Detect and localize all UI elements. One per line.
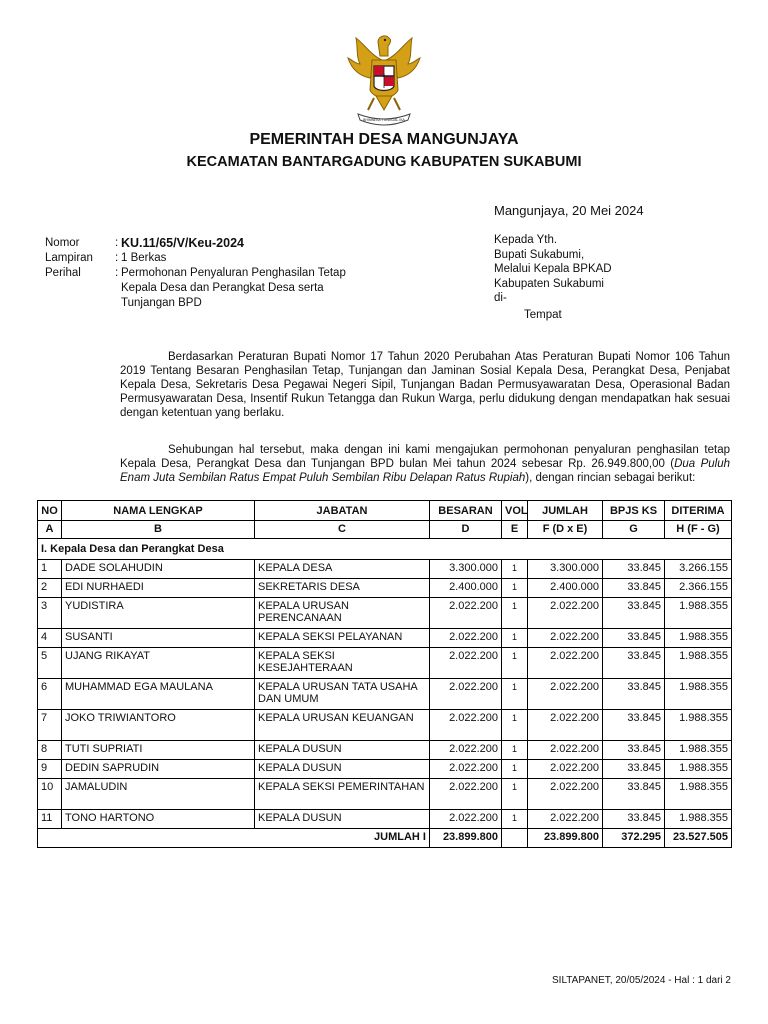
- cell-nama: JAMALUDIN: [62, 779, 255, 810]
- cell-no: 11: [38, 810, 62, 829]
- table-row: [38, 760, 732, 779]
- table-header-row: [38, 501, 732, 521]
- letter-cell: D: [430, 521, 502, 539]
- cell-besaran: 2.022.200: [430, 598, 502, 629]
- total-besaran: 23.899.800: [430, 829, 502, 848]
- garuda-emblem-icon: [334, 30, 434, 130]
- page-footer: SILTAPANET, 20/05/2024 - Hal : 1 dari 2: [552, 975, 731, 986]
- cell-bpjs: 33.845: [603, 760, 665, 779]
- cell-nama: TONO HARTONO: [62, 810, 255, 829]
- cell-nama: JOKO TRIWIANTORO: [62, 710, 255, 741]
- header-no: NO: [38, 501, 62, 521]
- place-date: Mangunjaya, 20 Mei 2024: [494, 203, 644, 218]
- total-jumlah: 23.899.800: [528, 829, 603, 848]
- letter-cell: F (D x E): [528, 521, 603, 539]
- cell-vol: 1: [502, 598, 528, 629]
- nomor-label: Nomor: [45, 237, 80, 249]
- cell-vol: 1: [502, 760, 528, 779]
- cell-bpjs: 33.845: [603, 579, 665, 598]
- address-line: di-: [494, 292, 507, 304]
- perihal-row: [45, 266, 381, 311]
- cell-vol: 1: [502, 779, 528, 810]
- cell-no: 8: [38, 741, 62, 760]
- section-row: [38, 539, 732, 560]
- salary-table: [37, 500, 732, 848]
- cell-bpjs: 33.845: [603, 779, 665, 810]
- cell-jabatan: KEPALA DESA: [255, 560, 430, 579]
- cell-nama: TUTI SUPRIATI: [62, 741, 255, 760]
- cell-besaran: 2.022.200: [430, 679, 502, 710]
- cell-jabatan: KEPALA DUSUN: [255, 760, 430, 779]
- cell-nama: SUSANTI: [62, 629, 255, 648]
- letter-meta: [45, 236, 381, 311]
- table-row: [38, 710, 732, 741]
- paragraph-2-amount-words: Dua Puluh Enam Juta Sembilan Ratus Empat Puluh Sembilan Ribu Delapan Ratus Rupiah: [120, 458, 730, 484]
- header-diterima: DITERIMA: [665, 501, 732, 521]
- cell-jumlah: 2.022.200: [528, 760, 603, 779]
- cell-jabatan: KEPALA URUSAN PERENCANAAN: [255, 598, 430, 629]
- lampiran-value: 1 Berkas: [121, 252, 167, 264]
- paragraph-2-pre: Sehubungan hal tersebut, maka dengan ini kami mengajukan permohonan penyaluran penghasilan tetap Kepala Desa, Perangkat Desa dan Tunjangan BPD bulan Mei tahun 2024 sebesar Rp. 26.949.800,00 (: [120, 444, 730, 470]
- total-row: [38, 829, 732, 848]
- letter-cell: H (F - G): [665, 521, 732, 539]
- cell-jumlah: 2.400.000: [528, 579, 603, 598]
- cell-jumlah: 2.022.200: [528, 648, 603, 679]
- cell-besaran: 2.022.200: [430, 810, 502, 829]
- lampiran-row: [45, 251, 381, 266]
- header-jumlah: JUMLAH: [528, 501, 603, 521]
- cell-no: 4: [38, 629, 62, 648]
- cell-no: 10: [38, 779, 62, 810]
- cell-no: 6: [38, 679, 62, 710]
- section-title: I. Kepala Desa dan Perangkat Desa: [38, 539, 732, 560]
- cell-no: 1: [38, 560, 62, 579]
- cell-vol: 1: [502, 579, 528, 598]
- lampiran-label: Lampiran: [45, 252, 93, 264]
- cell-jabatan: KEPALA URUSAN TATA USAHA DAN UMUM: [255, 679, 430, 710]
- cell-bpjs: 33.845: [603, 710, 665, 741]
- address-line: Melalui Kepala BPKAD: [494, 263, 612, 275]
- cell-bpjs: 33.845: [603, 629, 665, 648]
- cell-besaran: 2.022.200: [430, 648, 502, 679]
- cell-jumlah: 2.022.200: [528, 598, 603, 629]
- table-row: [38, 598, 732, 629]
- page-subtitle: KECAMATAN BANTARGADUNG KABUPATEN SUKABUMI: [186, 154, 582, 170]
- body-paragraph-1: [120, 350, 730, 420]
- cell-diterima: 1.988.355: [665, 679, 732, 710]
- page-title: PEMERINTAH DESA MANGUNJAYA: [249, 131, 519, 148]
- cell-no: 7: [38, 710, 62, 741]
- cell-diterima: 1.988.355: [665, 779, 732, 810]
- total-bpjs: 372.295: [603, 829, 665, 848]
- cell-jumlah: 2.022.200: [528, 741, 603, 760]
- cell-jabatan: KEPALA DUSUN: [255, 810, 430, 829]
- cell-bpjs: 33.845: [603, 741, 665, 760]
- cell-besaran: 2.022.200: [430, 741, 502, 760]
- cell-jumlah: 2.022.200: [528, 810, 603, 829]
- cell-no: 5: [38, 648, 62, 679]
- cell-jabatan: KEPALA SEKSI KESEJAHTERAAN: [255, 648, 430, 679]
- nomor-value: KU.11/65/V/Keu-2024: [121, 236, 244, 250]
- cell-jabatan: KEPALA URUSAN KEUANGAN: [255, 710, 430, 741]
- header-jabatan: JABATAN: [255, 501, 430, 521]
- letter-cell: E: [502, 521, 528, 539]
- address-line: Tempat: [524, 308, 562, 321]
- cell-besaran: 2.022.200: [430, 779, 502, 810]
- cell-vol: 1: [502, 629, 528, 648]
- cell-diterima: 1.988.355: [665, 710, 732, 741]
- cell-diterima: 3.266.155: [665, 560, 732, 579]
- cell-diterima: 1.988.355: [665, 760, 732, 779]
- header-besaran: BESARAN: [430, 501, 502, 521]
- cell-jabatan: KEPALA DUSUN: [255, 741, 430, 760]
- cell-jabatan: SEKRETARIS DESA: [255, 579, 430, 598]
- letter-cell: A: [38, 521, 62, 539]
- perihal-label: Perihal: [45, 267, 81, 279]
- paragraph-1-text: Berdasarkan Peraturan Bupati Nomor 17 Tahun 2020 Perubahan Atas Peraturan Bupati Nomor 106 Tahun 2019 Tentang Besaran Penghasilan Tetap, Tunjangan dan Jaminan Sosial Kepala Desa, Perangkat Desa, Penjabat Kepala Desa, Sekretaris Desa Pegawai Negeri Sipil, Tunjangan Badan Permusyawaratan Desa, Operasional Badan Permusyawaratan Desa, Insentif Rukun Tetangga dan Rukun Warga, perlu didukung dengan mendapatkan hak sesuai dengan ketentuan yang berlaku.: [120, 351, 730, 419]
- cell-jumlah: 3.300.000: [528, 560, 603, 579]
- emblem-motto: BHINNEKA TUNGGAL IKA: [363, 118, 405, 122]
- total-diterima: 23.527.505: [665, 829, 732, 848]
- perihal-value: Permohonan Penyaluran Penghasilan Tetap Kepala Desa dan Perangkat Desa serta Tunjangan BPD: [121, 267, 346, 309]
- cell-jabatan: KEPALA SEKSI PEMERINTAHAN: [255, 779, 430, 810]
- total-vol: [502, 829, 528, 848]
- table-row: [38, 741, 732, 760]
- table-row: [38, 648, 732, 679]
- cell-vol: 1: [502, 710, 528, 741]
- cell-bpjs: 33.845: [603, 679, 665, 710]
- cell-jumlah: 2.022.200: [528, 679, 603, 710]
- header-nama: NAMA LENGKAP: [62, 501, 255, 521]
- letter-cell: C: [255, 521, 430, 539]
- cell-nama: DEDIN SAPRUDIN: [62, 760, 255, 779]
- cell-nama: YUDISTIRA: [62, 598, 255, 629]
- cell-diterima: 1.988.355: [665, 648, 732, 679]
- cell-jumlah: 2.022.200: [528, 710, 603, 741]
- cell-bpjs: 33.845: [603, 598, 665, 629]
- table-row: [38, 679, 732, 710]
- cell-jabatan: KEPALA SEKSI PELAYANAN: [255, 629, 430, 648]
- cell-vol: 1: [502, 810, 528, 829]
- cell-no: 9: [38, 760, 62, 779]
- colon: :: [115, 237, 119, 249]
- cell-diterima: 1.988.355: [665, 598, 732, 629]
- cell-bpjs: 33.845: [603, 810, 665, 829]
- cell-besaran: 2.022.200: [430, 629, 502, 648]
- cell-besaran: 3.300.000: [430, 560, 502, 579]
- table-row: [38, 579, 732, 598]
- cell-nama: UJANG RIKAYAT: [62, 648, 255, 679]
- letter-cell: B: [62, 521, 255, 539]
- header-vol: VOL: [502, 501, 528, 521]
- garuda-emblem: [334, 30, 434, 130]
- recipient-address: [494, 233, 612, 322]
- cell-vol: 1: [502, 741, 528, 760]
- table-row: [38, 779, 732, 810]
- table-row: [38, 560, 732, 579]
- nomor-row: [45, 236, 381, 251]
- letter-cell: G: [603, 521, 665, 539]
- cell-nama: DADE SOLAHUDIN: [62, 560, 255, 579]
- cell-besaran: 2.022.200: [430, 710, 502, 741]
- address-line: Kabupaten Sukabumi: [494, 277, 604, 290]
- cell-jumlah: 2.022.200: [528, 629, 603, 648]
- cell-vol: 1: [502, 560, 528, 579]
- cell-besaran: 2.022.200: [430, 760, 502, 779]
- total-label: JUMLAH I: [38, 829, 430, 848]
- colon: :: [115, 252, 119, 264]
- colon: :: [115, 267, 119, 279]
- cell-jumlah: 2.022.200: [528, 779, 603, 810]
- table-letter-row: [38, 521, 732, 539]
- address-line: Kepada Yth.: [494, 234, 558, 246]
- cell-bpjs: 33.845: [603, 648, 665, 679]
- cell-no: 2: [38, 579, 62, 598]
- cell-diterima: 1.988.355: [665, 629, 732, 648]
- cell-vol: 1: [502, 648, 528, 679]
- cell-bpjs: 33.845: [603, 560, 665, 579]
- cell-diterima: 1.988.355: [665, 741, 732, 760]
- cell-diterima: 2.366.155: [665, 579, 732, 598]
- cell-diterima: 1.988.355: [665, 810, 732, 829]
- body-paragraph-2: [120, 443, 730, 485]
- table-row: [38, 629, 732, 648]
- cell-besaran: 2.400.000: [430, 579, 502, 598]
- address-line: Bupati Sukabumi,: [494, 248, 585, 261]
- cell-vol: 1: [502, 679, 528, 710]
- table-row: [38, 810, 732, 829]
- cell-nama: EDI NURHAEDI: [62, 579, 255, 598]
- cell-no: 3: [38, 598, 62, 629]
- header-bpjs: BPJS KS: [603, 501, 665, 521]
- paragraph-2-post: ), dengan rincian sebagai berikut:: [525, 472, 696, 484]
- cell-nama: MUHAMMAD EGA MAULANA: [62, 679, 255, 710]
